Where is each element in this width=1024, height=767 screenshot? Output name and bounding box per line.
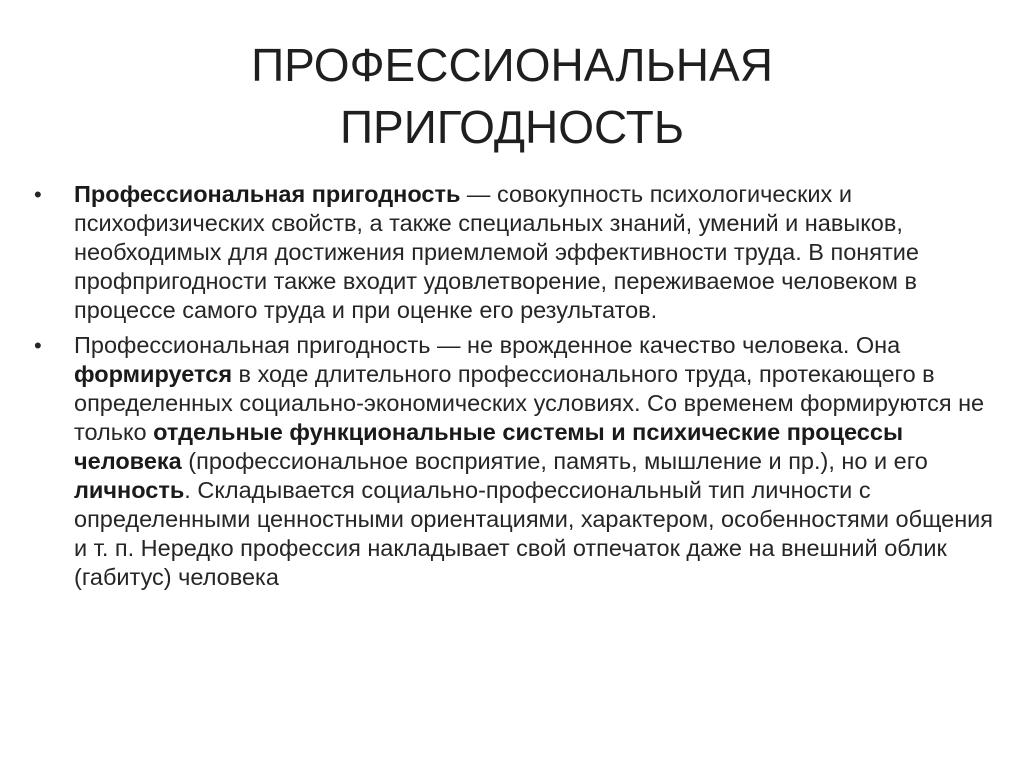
slide-title — [180, 34, 844, 158]
bullet-marker: • — [34, 182, 42, 207]
bold-term: отдельные функциональные системы и психические процессы человека — [74, 419, 904, 474]
bullet-item-definition — [34, 180, 994, 325]
bold-term: личность — [74, 477, 185, 503]
bullet-text-formation — [74, 331, 994, 592]
text-span: . Складывается социально-профессиональный тип личности с определенными ценностными ориентациями, характером, особенностями общения и т. п. Нередко профессия накладывает свой отпечаток даже на внешний облик (габитус) человека — [74, 477, 994, 590]
text-span: (профессиональное восприятие, память, мышление и пр.), но и его — [181, 448, 928, 474]
bullet-item-formation — [34, 331, 994, 592]
text-span: — совокупность психологических и психофизических свойств, а также специальных знаний, умений и навыков, необходимых для достижения приемлемой эффективности труда. В понятие профпригодности также входит удовлетворение, переживаемое человеком в процессе самого труда и при оценке его результатов. — [74, 181, 919, 323]
slide-title-line-1: ПРОФЕССИОНАЛЬНАЯ — [251, 39, 773, 91]
bullet-list — [34, 180, 994, 598]
bullet-text-definition — [74, 180, 994, 325]
slide-title-line-2: ПРИГОДНОСТЬ — [339, 101, 685, 153]
bold-term: формируется — [74, 361, 233, 387]
text-span: Профессиональная пригодность — не врожденное качество человека. Она — [74, 332, 901, 358]
bold-term: Профессиональная пригодность — [74, 181, 461, 207]
bullet-marker: • — [34, 333, 42, 358]
text-span: в ходе длительного профессионального труда, протекающего в определенных социально-экономических условиях. Со временем формируются не только — [74, 361, 985, 445]
